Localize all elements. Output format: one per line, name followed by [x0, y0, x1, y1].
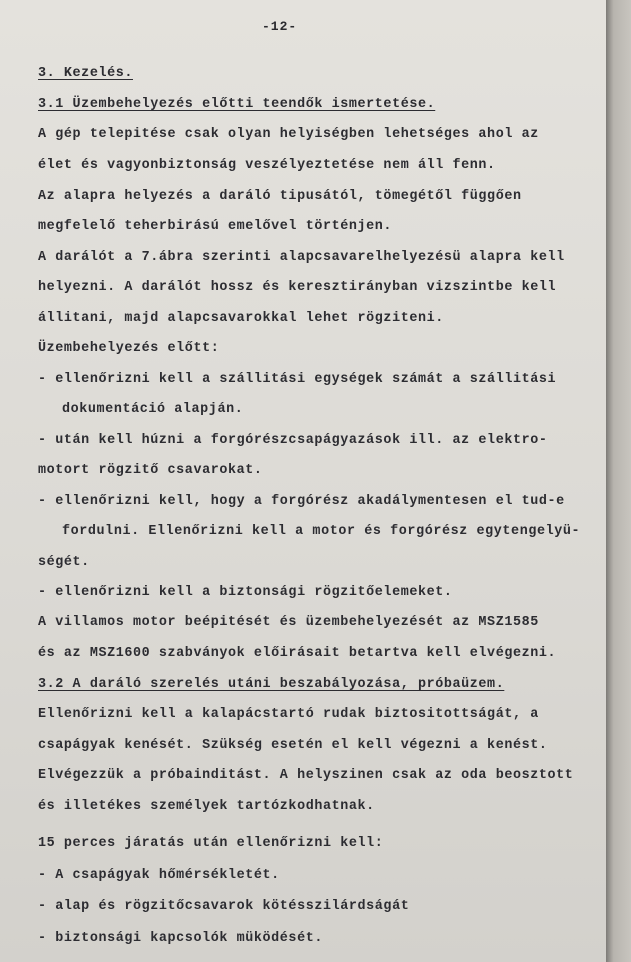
- paragraph-4-line-2: és az MSZ1600 szabványok előirásait betartva kell elvégezni.: [38, 646, 557, 661]
- run-check-item-1: - A csapágyak hőmérsékletét.: [38, 868, 280, 883]
- paragraph-5-line-4: és illetékes személyek tartózkodhatnak.: [38, 799, 375, 814]
- subsection-2-title: 3.2 A daráló szerelés utáni beszabályozása, próbaüzem.: [38, 677, 505, 692]
- paragraph-5-line-1: Ellenőrizni kell a kalapácstartó rudak biztositottságát, a: [38, 707, 539, 722]
- subsection-1-title: 3.1 Üzembehelyezés előtti teendők ismertetése.: [38, 97, 436, 112]
- checklist-item-3-line-3: ségét.: [38, 555, 90, 570]
- paragraph-2-line-2: megfelelő teherbirású emelővel történjen.: [38, 219, 393, 234]
- paragraph-5-line-2: csapágyak kenését. Szükség esetén el kell végezni a kenést.: [38, 738, 548, 753]
- paragraph-3-line-2: helyezni. A darálót hossz és keresztirányban vizszintbe kell: [38, 280, 557, 295]
- paragraph-3-line-3: állitani, majd alapcsavarokkal lehet rögziteni.: [38, 311, 444, 326]
- paragraph-1-line-2: élet és vagyonbiztonság veszélyeztetése nem áll fenn.: [38, 158, 496, 173]
- checklist-intro: Üzembehelyezés előtt:: [38, 341, 220, 356]
- run-check-intro: 15 perces járatás után ellenőrizni kell:: [38, 836, 384, 851]
- section-title: 3. Kezelés.: [38, 66, 133, 81]
- page-number: -12-: [262, 19, 298, 34]
- run-check-item-2: - alap és rögzitőcsavarok kötésszilárdságát: [38, 899, 410, 914]
- checklist-item-1-line-2: dokumentáció alapján.: [62, 402, 244, 417]
- checklist-item-3-line-1: - ellenőrizni kell, hogy a forgórész akadálymentesen el tud-e: [38, 494, 565, 509]
- checklist-item-2-line-1: - után kell húzni a forgórészcsapágyazások ill. az elektro-: [38, 433, 548, 448]
- paragraph-5-line-3: Elvégezzük a próbainditást. A helyszinen csak az oda beosztott: [38, 768, 574, 783]
- checklist-item-3-line-2: fordulni. Ellenőrizni kell a motor és forgórész egytengelyü-: [62, 524, 581, 539]
- checklist-item-1-line-1: - ellenőrizni kell a szállitási egységek számát a szállitási: [38, 372, 557, 387]
- checklist-item-4: - ellenőrizni kell a biztonsági rögzitőelemeket.: [38, 585, 453, 600]
- paragraph-2-line-1: Az alapra helyezés a daráló tipusától, tömegétől függően: [38, 189, 522, 204]
- run-check-item-3: - biztonsági kapcsolók müködését.: [38, 931, 323, 946]
- checklist-item-2-line-2: motort rögzitő csavarokat.: [38, 463, 263, 478]
- page-edge-shadow: [606, 0, 631, 962]
- paragraph-1-line-1: A gép telepitése csak olyan helyiségben lehetséges ahol az: [38, 127, 539, 142]
- paragraph-4-line-1: A villamos motor beépitését és üzembehelyezését az MSZ1585: [38, 615, 539, 630]
- paragraph-3-line-1: A darálót a 7.ábra szerinti alapcsavarelhelyezésü alapra kell: [38, 250, 565, 265]
